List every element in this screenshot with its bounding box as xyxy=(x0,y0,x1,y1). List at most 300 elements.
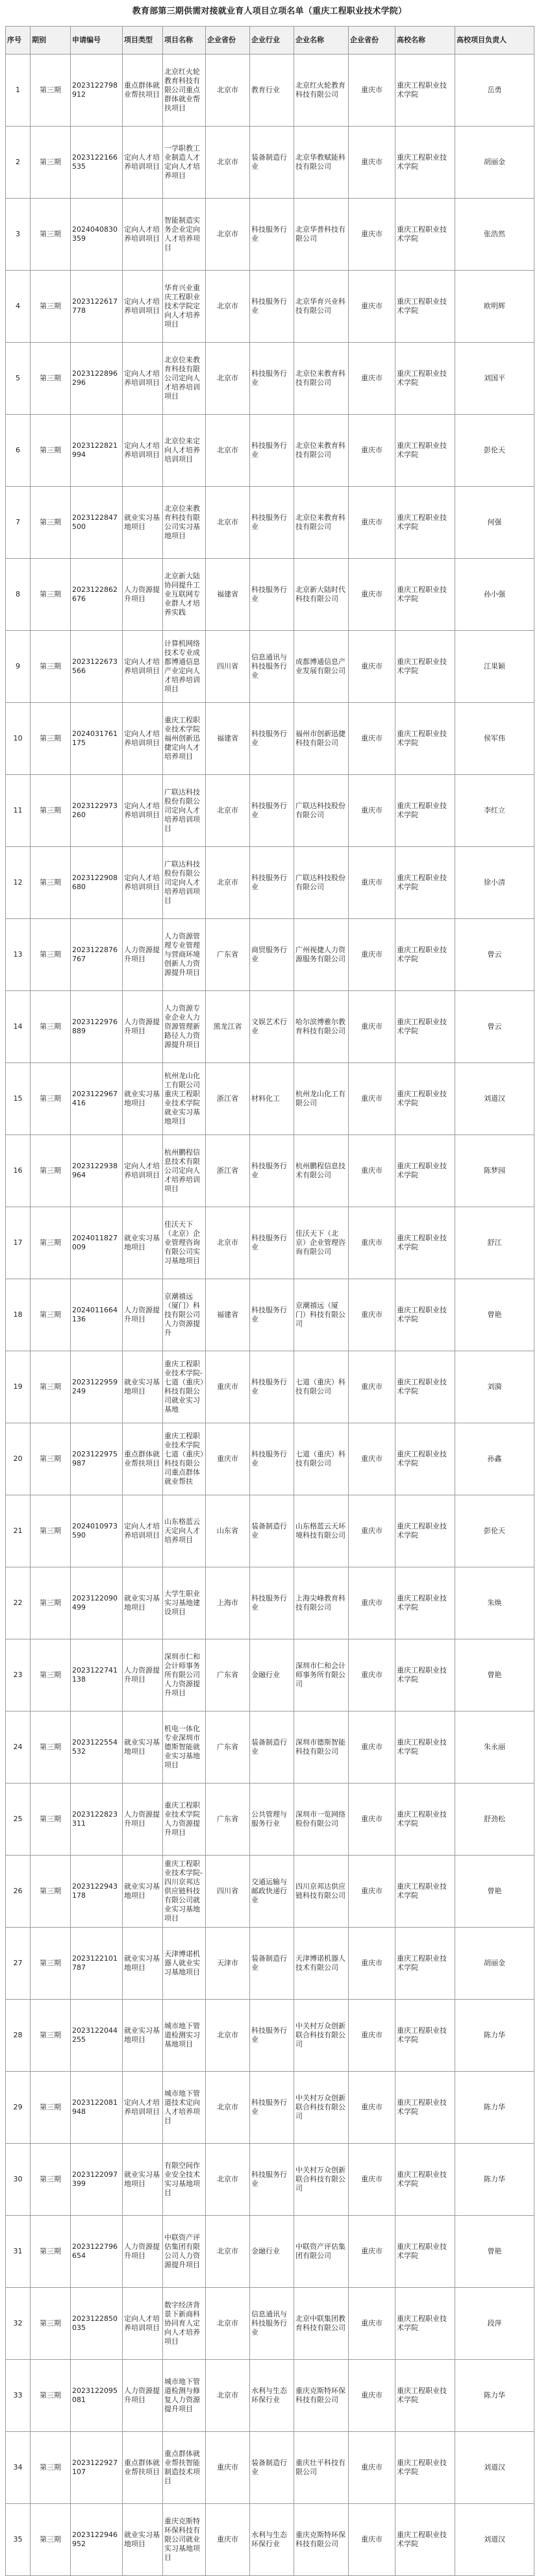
row-campus: 重庆市 xyxy=(349,2072,395,2144)
row-leader: 胡丽金 xyxy=(455,127,534,199)
row-company: 重庆克斯特环保科技有限公司 xyxy=(294,2504,349,2576)
row-campus: 重庆市 xyxy=(349,55,395,127)
row-province: 浙江省 xyxy=(206,1063,250,1135)
row-project-name: 北京红火轮教育科技有限公司重点群体就业帮扶项目 xyxy=(163,55,206,127)
row-company: 天津博诺机器人技术有限公司 xyxy=(294,1928,349,2000)
row-leader: 曾艳 xyxy=(455,1639,534,1711)
row-type: 定向人才培养培训项目 xyxy=(123,703,163,775)
row-industry: 科技服务行业 xyxy=(250,1135,294,1207)
row-province: 广东省 xyxy=(206,1639,250,1711)
row-code: 2024011827009 xyxy=(71,1207,123,1279)
row-period: 第三期 xyxy=(31,2216,71,2288)
row-industry: 科技服务行业 xyxy=(250,1279,294,1351)
table-row xyxy=(6,919,534,991)
row-industry: 科技服务行业 xyxy=(250,1207,294,1279)
row-leader: 刘国平 xyxy=(455,343,534,415)
row-type: 定向人才培养培训项目 xyxy=(123,343,163,415)
row-industry: 科技服务行业 xyxy=(250,343,294,415)
table-row xyxy=(6,55,534,127)
row-number: 21 xyxy=(6,1495,31,1567)
row-campus: 重庆市 xyxy=(349,1928,395,2000)
table-row xyxy=(6,1207,534,1279)
row-project-name: 天津博诺机器人就业实习基地项目 xyxy=(163,1928,206,2000)
row-campus: 重庆市 xyxy=(349,847,395,919)
row-code: 2023122847500 xyxy=(71,487,123,559)
row-type: 定向人才培养培训项目 xyxy=(123,2288,163,2360)
row-school: 重庆工程职业技术学院 xyxy=(395,1928,455,2000)
row-industry: 科技服务行业 xyxy=(250,271,294,343)
row-campus: 重庆市 xyxy=(349,1423,395,1495)
row-school: 重庆工程职业技术学院 xyxy=(395,55,455,127)
row-campus: 重庆市 xyxy=(349,1495,395,1567)
row-province: 北京市 xyxy=(206,2216,250,2288)
row-school: 重庆工程职业技术学院 xyxy=(395,2432,455,2504)
header-no: 序号 xyxy=(6,27,31,55)
row-industry: 交通运输与邮政快递行业 xyxy=(250,1856,294,1928)
row-company: 中关村万众创新联合科技有限公司 xyxy=(294,2144,349,2216)
row-school: 重庆工程职业技术学院 xyxy=(395,1856,455,1928)
row-campus: 重庆市 xyxy=(349,1351,395,1423)
row-number: 11 xyxy=(6,775,31,847)
row-project-name: 重庆克斯特环保科技有限公司就业实习基地项目 xyxy=(163,2504,206,2576)
row-type: 重点群体就业帮扶项目 xyxy=(123,55,163,127)
row-project-name: 一学职教工业制造人才定向人才培养项目 xyxy=(163,127,206,199)
row-project-name: 大学生职业实习基地建设项目 xyxy=(163,1567,206,1639)
row-period: 第三期 xyxy=(31,2144,71,2216)
row-project-name: 广联达科技股份有限公司定向人才培养培训项目 xyxy=(163,775,206,847)
row-code: 2023122821994 xyxy=(71,415,123,487)
row-province: 重庆市 xyxy=(206,1423,250,1495)
row-school: 重庆工程职业技术学院 xyxy=(395,847,455,919)
header-leader: 高校项目负责人 xyxy=(455,27,534,55)
row-industry: 科技服务行业 xyxy=(250,847,294,919)
row-company: 杭州鹏程信息技术有限公司 xyxy=(294,1135,349,1207)
table-row xyxy=(6,1784,534,1856)
row-period: 第三期 xyxy=(31,775,71,847)
row-type: 定向人才培养培训项目 xyxy=(123,127,163,199)
row-company: 北京位来教育科技有限公司 xyxy=(294,415,349,487)
row-period: 第三期 xyxy=(31,631,71,703)
row-company: 四川京邦达供应链科技有限公司 xyxy=(294,1856,349,1928)
row-campus: 重庆市 xyxy=(349,1063,395,1135)
row-number: 16 xyxy=(6,1135,31,1207)
row-industry: 装备制造行业 xyxy=(250,1495,294,1567)
row-school: 重庆工程职业技术学院 xyxy=(395,415,455,487)
row-type: 人力资源提升项目 xyxy=(123,1639,163,1711)
row-type: 重点群体就业帮扶项目 xyxy=(123,1423,163,1495)
row-campus: 重庆市 xyxy=(349,631,395,703)
row-period: 第三期 xyxy=(31,919,71,991)
row-campus: 重庆市 xyxy=(349,487,395,559)
row-industry: 信息通讯与科技服务行业 xyxy=(250,2288,294,2360)
row-campus: 重庆市 xyxy=(349,1784,395,1856)
row-leader: 舒江 xyxy=(455,1207,534,1279)
row-industry: 科技服务行业 xyxy=(250,2000,294,2072)
row-company: 北京华育兴业科技有限公司 xyxy=(294,271,349,343)
row-period: 第三期 xyxy=(31,1711,71,1784)
row-industry: 文娱艺术行业 xyxy=(250,991,294,1063)
row-school: 重庆工程职业技术学院 xyxy=(395,127,455,199)
row-leader: 曾云 xyxy=(455,991,534,1063)
row-period: 第三期 xyxy=(31,1279,71,1351)
row-type: 定向人才培养培训项目 xyxy=(123,415,163,487)
row-province: 北京市 xyxy=(206,775,250,847)
row-type: 定向人才培养培训项目 xyxy=(123,1135,163,1207)
row-code: 2023122095081 xyxy=(71,2360,123,2432)
row-industry: 商贸服务行业 xyxy=(250,919,294,991)
table-row xyxy=(6,2216,534,2288)
row-school: 重庆工程职业技术学院 xyxy=(395,1567,455,1639)
row-company: 深圳市一览网络股份有限公司 xyxy=(294,1784,349,1856)
row-project-name: 重点群体就业帮扶智能制造技术项目 xyxy=(163,2432,206,2504)
row-period: 第三期 xyxy=(31,487,71,559)
row-project-name: 华育兴业重庆工程职业技术学院定向人才培养项目 xyxy=(163,271,206,343)
row-campus: 重庆市 xyxy=(349,199,395,271)
row-company: 深圳市仁和会计师事务所有限公司 xyxy=(294,1639,349,1711)
row-code: 2023122081948 xyxy=(71,2072,123,2144)
table-row xyxy=(6,703,534,775)
row-campus: 重庆市 xyxy=(349,2288,395,2360)
row-project-name: 重庆工程职业技术学院-七道（重庆）科技有限公司就业实习基地 xyxy=(163,1351,206,1423)
row-campus: 重庆市 xyxy=(349,2432,395,2504)
row-project-name: 人力资源管理专业管理与营商环境创新人力资源提升项目 xyxy=(163,919,206,991)
table-header-row xyxy=(6,27,534,55)
row-leader: 李红立 xyxy=(455,775,534,847)
row-number: 28 xyxy=(6,2000,31,2072)
row-company: 重庆壮平科技有限公司 xyxy=(294,2432,349,2504)
row-industry: 科技服务行业 xyxy=(250,199,294,271)
row-project-name: 北京新大陆协同提升工业互联网专业群人才培养实践 xyxy=(163,559,206,631)
row-province: 北京市 xyxy=(206,415,250,487)
row-leader: 彭伦天 xyxy=(455,1495,534,1567)
row-industry: 科技服务行业 xyxy=(250,415,294,487)
row-company: 北京华教赋能科技有限公司 xyxy=(294,127,349,199)
row-campus: 重庆市 xyxy=(349,1207,395,1279)
row-school: 重庆工程职业技术学院 xyxy=(395,271,455,343)
table-row xyxy=(6,1856,534,1928)
header-type: 项目类型 xyxy=(123,27,163,55)
row-company: 京潮禧远（厦门）科技有限公司 xyxy=(294,1279,349,1351)
table-row xyxy=(6,127,534,199)
row-project-name: 北京位来教育科技有限公司定向人才培养培训项目 xyxy=(163,343,206,415)
row-campus: 重庆市 xyxy=(349,2000,395,2072)
row-type: 定向人才培养培训项目 xyxy=(123,2072,163,2144)
row-period: 第三期 xyxy=(31,2504,71,2576)
header-industry: 企业行业 xyxy=(250,27,294,55)
row-project-name: 机电一体化专业深圳市德斯智能就业实习基地项目 xyxy=(163,1711,206,1784)
row-code: 2023122967416 xyxy=(71,1063,123,1135)
row-leader: 朱焕 xyxy=(455,1567,534,1639)
row-company: 重庆克斯特环保科技有限公司 xyxy=(294,2360,349,2432)
row-number: 31 xyxy=(6,2216,31,2288)
row-province: 福建省 xyxy=(206,1279,250,1351)
row-number: 19 xyxy=(6,1351,31,1423)
row-industry: 科技服务行业 xyxy=(250,487,294,559)
row-code: 2023122850035 xyxy=(71,2288,123,2360)
row-leader: 刘道汉 xyxy=(455,2504,534,2576)
row-code: 2023122908680 xyxy=(71,847,123,919)
row-period: 第三期 xyxy=(31,991,71,1063)
header-name: 项目名称 xyxy=(163,27,206,55)
row-school: 重庆工程职业技术学院 xyxy=(395,2288,455,2360)
row-project-name: 城市地下管道检测与修复人力资源提升项目 xyxy=(163,2360,206,2432)
row-type: 就业实习基地项目 xyxy=(123,1856,163,1928)
table-row xyxy=(6,2288,534,2360)
row-period: 第三期 xyxy=(31,2360,71,2432)
row-industry: 装备制造行业 xyxy=(250,1711,294,1784)
row-campus: 重庆市 xyxy=(349,2144,395,2216)
row-leader: 朱永丽 xyxy=(455,1711,534,1784)
row-project-name: 深圳市仁和会计师事务所有限公司人力资源提升项目 xyxy=(163,1639,206,1711)
row-period: 第三期 xyxy=(31,1423,71,1495)
row-code: 2023122617778 xyxy=(71,271,123,343)
row-leader: 陈力华 xyxy=(455,2144,534,2216)
row-school: 重庆工程职业技术学院 xyxy=(395,703,455,775)
row-leader: 陈力华 xyxy=(455,2000,534,2072)
row-project-name: 中联资产评估集团有限公司人力资源提升项目 xyxy=(163,2216,206,2288)
row-province: 广东省 xyxy=(206,1784,250,1856)
row-leader: 欧明辉 xyxy=(455,271,534,343)
row-number: 20 xyxy=(6,1423,31,1495)
row-project-name: 杭州龙山化工有限公司重庆工程职业技术学院就业实习基地项目 xyxy=(163,1063,206,1135)
table-row xyxy=(6,487,534,559)
row-period: 第三期 xyxy=(31,1495,71,1567)
row-number: 29 xyxy=(6,2072,31,2144)
row-period: 第三期 xyxy=(31,559,71,631)
row-code: 2023122973260 xyxy=(71,775,123,847)
table-row xyxy=(6,847,534,919)
row-number: 32 xyxy=(6,2288,31,2360)
row-province: 北京市 xyxy=(206,343,250,415)
row-company: 中关村万众创新联合科技有限公司 xyxy=(294,2072,349,2144)
row-code: 2023122876767 xyxy=(71,919,123,991)
row-leader: 江果颖 xyxy=(455,631,534,703)
row-industry: 信息通讯与科技服务行业 xyxy=(250,631,294,703)
row-number: 35 xyxy=(6,2504,31,2576)
row-school: 重庆工程职业技术学院 xyxy=(395,559,455,631)
table-row xyxy=(6,991,534,1063)
row-company: 中关村万众创新联合科技有限公司 xyxy=(294,2000,349,2072)
row-number: 18 xyxy=(6,1279,31,1351)
row-school: 重庆工程职业技术学院 xyxy=(395,631,455,703)
row-province: 福建省 xyxy=(206,703,250,775)
row-leader: 舒劲松 xyxy=(455,1784,534,1856)
row-number: 5 xyxy=(6,343,31,415)
table-row xyxy=(6,415,534,487)
row-type: 就业实习基地项目 xyxy=(123,1567,163,1639)
row-period: 第三期 xyxy=(31,1856,71,1928)
row-code: 2023122044255 xyxy=(71,2000,123,2072)
row-type: 定向人才培养培训项目 xyxy=(123,847,163,919)
header-company: 企业名称 xyxy=(294,27,349,55)
row-type: 重点群体就业帮扶项目 xyxy=(123,2432,163,2504)
row-company: 广联达科技股份有限公司 xyxy=(294,847,349,919)
row-province: 重庆市 xyxy=(206,2432,250,2504)
row-type: 定向人才培养培训项目 xyxy=(123,199,163,271)
row-number: 10 xyxy=(6,703,31,775)
row-project-name: 城市地下管道检测实习基地项目 xyxy=(163,2000,206,2072)
row-period: 第三期 xyxy=(31,271,71,343)
row-campus: 重庆市 xyxy=(349,1567,395,1639)
row-project-name: 广联达科技股份有限公司定向人才培养培训项目 xyxy=(163,847,206,919)
row-company: 北京红火轮教育科技有限公司 xyxy=(294,55,349,127)
row-type: 人力资源提升项目 xyxy=(123,1279,163,1351)
row-province: 北京市 xyxy=(206,2144,250,2216)
row-province: 北京市 xyxy=(206,2288,250,2360)
row-code: 2023122946952 xyxy=(71,2504,123,2576)
row-project-name: 数字经济背景下新商科协同育人定向人才培养项目 xyxy=(163,2288,206,2360)
header-campus: 企业省份 xyxy=(349,27,395,55)
row-project-name: 人力资源专业企业人力资源管理新路径人力资源提升项目 xyxy=(163,991,206,1063)
row-industry: 公共管理与服务行业 xyxy=(250,1784,294,1856)
row-code: 2023122959249 xyxy=(71,1351,123,1423)
row-province: 北京市 xyxy=(206,847,250,919)
row-school: 重庆工程职业技术学院 xyxy=(395,2504,455,2576)
row-type: 就业实习基地项目 xyxy=(123,2144,163,2216)
row-campus: 重庆市 xyxy=(349,1279,395,1351)
row-campus: 重庆市 xyxy=(349,271,395,343)
table-row xyxy=(6,1063,534,1135)
table-row xyxy=(6,1135,534,1207)
table-body xyxy=(6,55,534,2576)
table-row xyxy=(6,1711,534,1784)
row-type: 就业实习基地项目 xyxy=(123,2000,163,2072)
row-number: 17 xyxy=(6,1207,31,1279)
row-industry: 金融行业 xyxy=(250,2216,294,2288)
row-industry: 装备制造行业 xyxy=(250,127,294,199)
row-project-name: 北京位来定向人才培养培训项目 xyxy=(163,415,206,487)
table-row xyxy=(6,1495,534,1567)
row-leader: 彭伦天 xyxy=(455,415,534,487)
row-school: 重庆工程职业技术学院 xyxy=(395,2072,455,2144)
table-row xyxy=(6,271,534,343)
table-row xyxy=(6,775,534,847)
row-type: 定向人才培养培训项目 xyxy=(123,1495,163,1567)
row-period: 第三期 xyxy=(31,1928,71,2000)
row-code: 2023122090499 xyxy=(71,1567,123,1639)
row-project-name: 计算机网络技术专业成都博通信息产业定向人才培养培训项目 xyxy=(163,631,206,703)
row-period: 第三期 xyxy=(31,703,71,775)
row-period: 第三期 xyxy=(31,847,71,919)
row-number: 30 xyxy=(6,2144,31,2216)
row-campus: 重庆市 xyxy=(349,559,395,631)
row-code: 2023122166535 xyxy=(71,127,123,199)
row-code: 2023122862676 xyxy=(71,559,123,631)
row-province: 北京市 xyxy=(206,127,250,199)
row-code: 2023122976889 xyxy=(71,991,123,1063)
table-row xyxy=(6,2360,534,2432)
row-type: 定向人才培养培训项目 xyxy=(123,271,163,343)
row-project-name: 重庆工程职业技术学院人力资源提升项目 xyxy=(163,1784,206,1856)
table-row xyxy=(6,2144,534,2216)
row-province: 北京市 xyxy=(206,55,250,127)
row-leader: 陈力华 xyxy=(455,2360,534,2432)
row-leader: 孙小强 xyxy=(455,559,534,631)
row-code: 2024040830359 xyxy=(71,199,123,271)
row-company: 七道（重庆）科技有限公司 xyxy=(294,1423,349,1495)
row-company: 中联资产评估集团有限公司 xyxy=(294,2216,349,2288)
row-project-name: 城市地下管道技术定向人才培养项目 xyxy=(163,2072,206,2144)
row-province: 北京市 xyxy=(206,2000,250,2072)
row-company: 广州视捷人力资源服务有限公司 xyxy=(294,919,349,991)
row-industry: 科技服务行业 xyxy=(250,2072,294,2144)
row-number: 15 xyxy=(6,1063,31,1135)
row-code: 2023122673566 xyxy=(71,631,123,703)
row-period: 第三期 xyxy=(31,2432,71,2504)
row-company: 广联达科技股份有限公司 xyxy=(294,775,349,847)
row-province: 黑龙江省 xyxy=(206,991,250,1063)
row-province: 四川省 xyxy=(206,1856,250,1928)
row-period: 第三期 xyxy=(31,1639,71,1711)
row-leader: 陈力华 xyxy=(455,2072,534,2144)
row-school: 重庆工程职业技术学院 xyxy=(395,1063,455,1135)
row-number: 4 xyxy=(6,271,31,343)
row-province: 重庆市 xyxy=(206,1351,250,1423)
table-row xyxy=(6,1279,534,1351)
row-leader: 曾艳 xyxy=(455,2216,534,2288)
row-number: 8 xyxy=(6,559,31,631)
row-campus: 重庆市 xyxy=(349,919,395,991)
row-period: 第三期 xyxy=(31,2072,71,2144)
row-leader: 段萍 xyxy=(455,2288,534,2360)
row-number: 27 xyxy=(6,1928,31,2000)
row-school: 重庆工程职业技术学院 xyxy=(395,1495,455,1567)
row-code: 2023122741138 xyxy=(71,1639,123,1711)
row-company: 上海尖峰教育科技有限公司 xyxy=(294,1567,349,1639)
row-province: 广东省 xyxy=(206,1711,250,1784)
row-type: 定向人才培养培训项目 xyxy=(123,631,163,703)
row-campus: 重庆市 xyxy=(349,1135,395,1207)
row-type: 人力资源提升项目 xyxy=(123,991,163,1063)
row-code: 2023122943178 xyxy=(71,1856,123,1928)
row-project-name: 佳沃天下（北京）企业管理咨询有限公司实习基地项目 xyxy=(163,1207,206,1279)
table-row xyxy=(6,2072,534,2144)
row-code: 2023122896296 xyxy=(71,343,123,415)
row-industry: 科技服务行业 xyxy=(250,1567,294,1639)
row-province: 四川省 xyxy=(206,631,250,703)
row-code: 2023122554532 xyxy=(71,1711,123,1784)
row-industry: 教育行业 xyxy=(250,55,294,127)
row-school: 重庆工程职业技术学院 xyxy=(395,2000,455,2072)
row-number: 33 xyxy=(6,2360,31,2432)
row-number: 9 xyxy=(6,631,31,703)
row-company: 北京华普科技有限公司 xyxy=(294,199,349,271)
row-code: 2023122796654 xyxy=(71,2216,123,2288)
row-leader: 徐小清 xyxy=(455,847,534,919)
header-province: 企业省份 xyxy=(206,27,250,55)
row-period: 第三期 xyxy=(31,343,71,415)
row-type: 就业实习基地项目 xyxy=(123,1207,163,1279)
row-industry: 金融行业 xyxy=(250,1639,294,1711)
row-period: 第三期 xyxy=(31,1567,71,1639)
row-period: 第三期 xyxy=(31,1207,71,1279)
row-school: 重庆工程职业技术学院 xyxy=(395,1784,455,1856)
row-number: 22 xyxy=(6,1567,31,1639)
row-industry: 装备制造行业 xyxy=(250,1928,294,2000)
table-row xyxy=(6,1351,534,1423)
row-industry: 科技服务行业 xyxy=(250,559,294,631)
row-leader: 侯军伟 xyxy=(455,703,534,775)
row-campus: 重庆市 xyxy=(349,2360,395,2432)
row-campus: 重庆市 xyxy=(349,703,395,775)
project-table xyxy=(5,26,534,2576)
row-type: 就业实习基地项目 xyxy=(123,1928,163,2000)
row-leader: 张浩然 xyxy=(455,199,534,271)
row-number: 14 xyxy=(6,991,31,1063)
row-company: 佳沃天下（北京）企业管理咨询有限公司 xyxy=(294,1207,349,1279)
row-school: 重庆工程职业技术学院 xyxy=(395,1351,455,1423)
row-project-name: 重庆工程职业技术学院七道（重庆）科技有限公司重点群体就业帮扶 xyxy=(163,1423,206,1495)
